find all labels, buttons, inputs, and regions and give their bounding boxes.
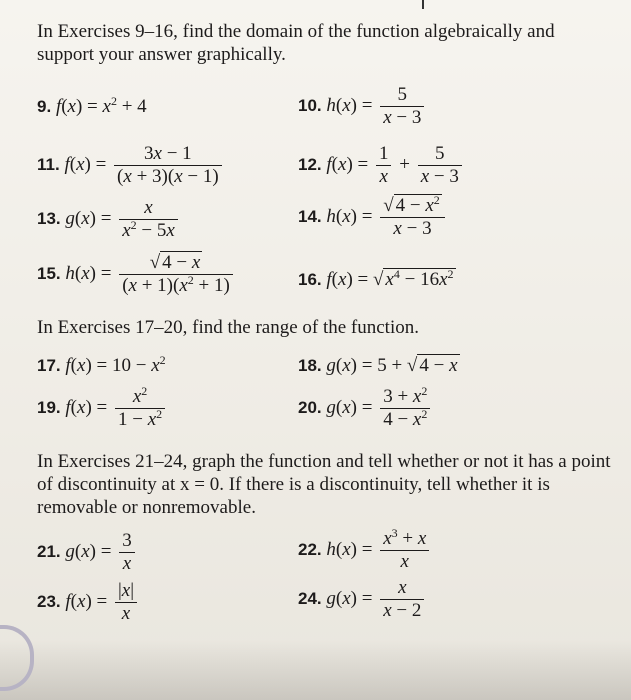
fraction: $\frac{5}{x - 3}$: [418, 143, 462, 188]
fraction: $\frac{3}{x}$: [119, 530, 135, 575]
exercise-15: 15. h(x) = $\frac{√ 4 - x}{(x + 1)(x^2 + 1)}$: [37, 252, 236, 297]
exercise-number: 14.: [298, 206, 322, 226]
exercise-number: 21.: [37, 541, 61, 561]
fraction: $\frac{|x|}{x}$: [115, 580, 137, 625]
fraction: $\frac{x^3 + x}{x}$: [380, 528, 429, 573]
exercise-23: 23. f(x) = $\frac{|x|}{x}$: [37, 580, 140, 625]
exercise-number: 20.: [298, 397, 322, 417]
exercise-20: 20. g(x) = $\frac{3 + x^2}{4 - x^2}$: [298, 386, 433, 431]
fraction: $\frac{√ 4 - x}{(x + 1)(x^2 + 1)}$: [119, 252, 233, 297]
exercise-number: 19.: [37, 397, 61, 417]
exercise-number: 9.: [37, 97, 52, 116]
exercise-number: 16.: [298, 270, 322, 289]
instructions-discontinuity: In Exercises 21–24, graph the function and tell whether or not it has a point of discontinuity at x = 0. If there is a discontinuity, tell whether it is removable or nonremovable.: [37, 451, 611, 518]
exercise-number: 15.: [37, 263, 61, 283]
exercise-number: 17.: [37, 356, 61, 375]
exercise-17: 17. $f(x) = 10 - x^2$: [37, 353, 166, 376]
exercise-24: 24. g(x) = $\frac{x}{x - 2}$: [298, 577, 427, 622]
fraction: $\frac{1}{x}$: [376, 143, 392, 188]
page-shadow: [0, 640, 631, 700]
fraction: $\frac{3x - 1}{(x + 3)(x - 1)}$: [114, 143, 222, 188]
exercise-14: 14. h(x) = $\frac{√ 4 - x^2}{x - 3}$: [298, 195, 448, 240]
exercise-19: 19. f(x) = $\frac{x^2}{1 - x^2}$: [37, 386, 168, 431]
exercise-21: 21. g(x) = $\frac{3}{x}$: [37, 530, 138, 575]
fraction: $\frac{x}{x - 2}$: [380, 577, 424, 622]
fraction: $\frac{3 + x^2}{4 - x^2}$: [380, 386, 430, 431]
exercise-11: 11. f(x) = $\frac{3x - 1}{(x + 3)(x - 1)}$: [37, 143, 225, 188]
fraction: $\frac{√ 4 - x^2}{x - 3}$: [380, 195, 445, 240]
fraction: $\frac{x^2}{1 - x^2}$: [115, 386, 165, 431]
exercise-number: 24.: [298, 588, 322, 608]
exercise-number: 22.: [298, 539, 322, 559]
exercise-12: 12. f(x) = $\frac{1}{x}$ + $\frac{5}{x - 3}$: [298, 143, 465, 188]
instructions-domain: In Exercises 9–16, find the domain of the function algebraically and support your answer graphically.: [37, 21, 555, 65]
exercise-number: 13.: [37, 208, 61, 228]
exercise-9: 9. $f(x) = x^2 + 4$: [37, 94, 147, 117]
page-tick-mark: [422, 0, 424, 9]
exercise-13: 13. g(x) = $\frac{x}{x^2 - 5x}$: [37, 197, 181, 242]
exercise-10: 10. h(x) = $\frac{5}{x - 3}$: [298, 84, 427, 129]
exercise-number: 11.: [37, 154, 60, 174]
exercise-number: 12.: [298, 154, 322, 174]
exercise-number: 10.: [298, 95, 322, 115]
exercise-18: 18. g(x) = 5 + √ 4 − x: [298, 355, 458, 376]
instructions-range: In Exercises 17–20, find the range of the function.: [37, 317, 419, 338]
exercise-16: 16. f(x) = √ $x^4 - 16x^2$: [298, 267, 454, 290]
exercise-22: 22. h(x) = $\frac{x^3 + x}{x}$: [298, 528, 432, 573]
fraction: $\frac{x}{x^2 - 5x}$: [119, 197, 178, 242]
exercise-number: 18.: [298, 356, 322, 375]
exercise-number: 23.: [37, 591, 61, 611]
fraction: $\frac{5}{x - 3}$: [380, 84, 424, 129]
